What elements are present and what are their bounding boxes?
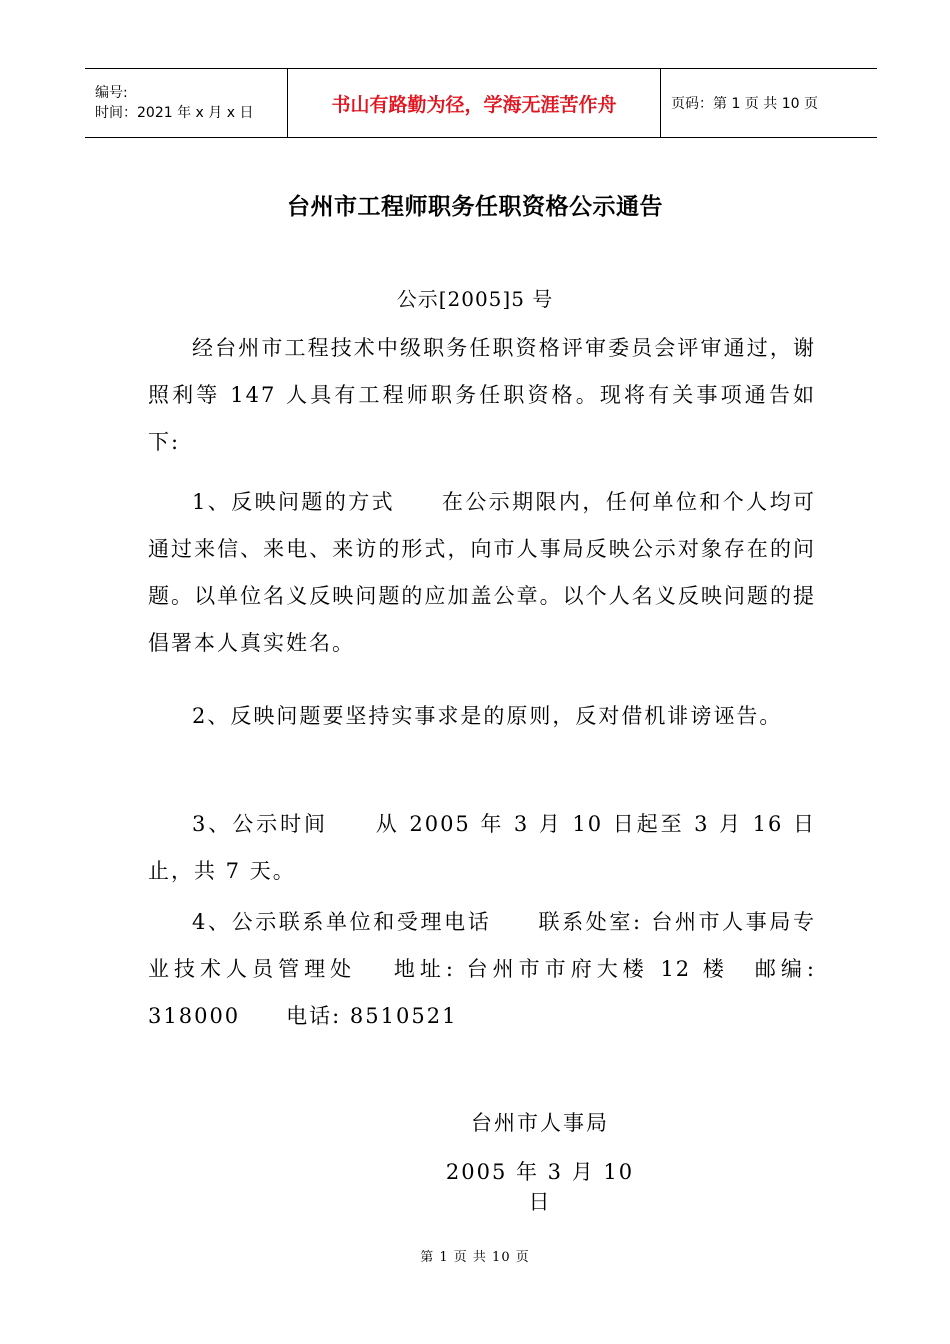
- intro-paragraph: 经台州市工程技术中级职务任职资格评审委员会评审通过，谢照利等 147 人具有工程师职务任职资格。现将有关事项通告如下:: [148, 336, 816, 454]
- item-3-paragraph: 3、公示时间 从 2005 年 3 月 10 日起至 3 月 16 日止，共 7 天。: [148, 812, 816, 883]
- header-table: [85, 68, 877, 138]
- item-2-paragraph: 2、反映问题要坚持实事求是的原则，反对借机诽谤诬告。: [192, 704, 783, 728]
- signature-organization: 台州市人事局: [471, 1111, 609, 1135]
- document-title: 台州市工程师职务任职资格公示通告: [287, 194, 663, 220]
- document-number: 公示[2005]5 号: [396, 287, 554, 311]
- header-page-info: 页码：第 1 页 共 10 页: [671, 96, 818, 112]
- doc-number-label: 编号:: [95, 85, 128, 101]
- page-footer: 第 1 页 共 10 页: [420, 1250, 530, 1265]
- header-motto: 书山有路勤为径，学海无涯苦作舟: [287, 69, 661, 137]
- header-meta-cell: [85, 69, 287, 137]
- item-1-paragraph: 1、反映问题的方式 在公示期限内，任何单位和个人均可通过来信、来电、来访的形式，向市人事局反映公示对象存在的问题。以单位名义反映问题的应加盖公章。以个人名义反映问题的提倡署本人真实姓名。: [148, 490, 816, 655]
- signature-date: 2005 年 3 月 10 日: [445, 1160, 635, 1214]
- item-4-paragraph: 4、公示联系单位和受理电话 联系处室: 台州市人事局专业技术人员管理处 地址: 台州市市府大楼 12 楼 邮编: 318000 电话: 8510521: [148, 910, 816, 1028]
- doc-time-label: 时间：2021 年 x 月 x 日: [95, 105, 254, 121]
